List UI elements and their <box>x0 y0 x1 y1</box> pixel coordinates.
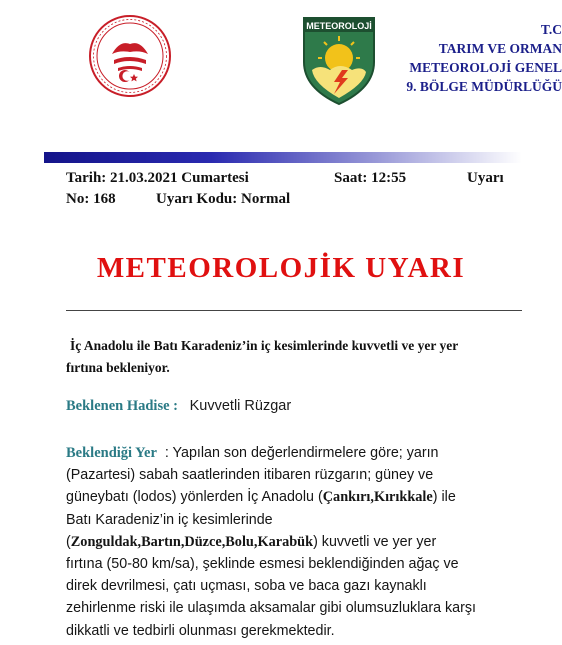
expected-place-label: Beklendiği Yer <box>66 445 157 461</box>
place-line-4: Batı Karadeniz’in iç kesimlerinde <box>66 511 273 528</box>
place-line-5-a: ( <box>66 533 71 550</box>
expected-event-value: Kuvvetli Rüzgar <box>189 398 292 414</box>
expected-event-label: Beklenen Hadise : <box>66 398 178 414</box>
place-line-5-c: ) kuvvetli ve yer yer <box>313 533 437 550</box>
warning-summary <box>66 335 536 379</box>
place-line-3-bold: Çankırı,Kırıkkale <box>322 489 433 506</box>
meteorology-badge-logo <box>300 14 378 106</box>
warning-code: Uyarı Kodu: Normal <box>156 191 291 207</box>
warning-date: Tarih: 21.03.2021 Cumartesi <box>66 170 249 186</box>
ministry-seal-logo <box>88 14 172 98</box>
org-line-3: METEOROLOJİ GENEL <box>409 60 562 75</box>
place-line-1 <box>66 442 546 464</box>
summary-line-1: İç Anadolu ile Batı Karadeniz’in iç kesimlerinde kuvvetli ve yer yer <box>70 338 459 353</box>
place-line-5-bold: Zonguldak,Bartın,Düzce,Bolu,Karabük <box>70 533 314 550</box>
org-line-1: T.C <box>540 22 562 37</box>
summary-line-2: fırtına bekleniyor. <box>66 360 170 375</box>
org-line-4: 9. BÖLGE MÜDÜRLÜĞÜ <box>406 79 562 94</box>
place-line-3-a: güneybatı (lodos) yönlerden İç Anadolu ( <box>66 489 323 506</box>
expected-place-paragraph <box>66 442 546 642</box>
expected-event <box>66 398 291 415</box>
warning-word: Uyarı <box>467 170 504 186</box>
warning-time: Saat: 12:55 <box>334 170 407 186</box>
title-divider <box>66 310 522 311</box>
warning-number: No: 168 <box>66 191 116 207</box>
place-line-3 <box>66 486 546 508</box>
svg-text:METEOROLOJİ: METEOROLOJİ <box>306 21 372 31</box>
place-line-5 <box>66 531 546 553</box>
place-line-8: zehirlenme riski ile ulaşımda aksamalar gibi olumsuzluklara karşı <box>66 600 476 617</box>
org-line-2: TARIM VE ORMAN <box>438 41 562 56</box>
document-title: METEOROLOJİK UYARI <box>96 252 466 284</box>
place-line-6: fırtına (50-80 km/sa), şeklinde esmesi beklendiğinden ağaç ve <box>66 556 459 573</box>
place-line-9: dikkatli ve tedbirli olunması gerekmektedir. <box>66 622 335 639</box>
place-line-1-text: : Yapılan son değerlendirmelere göre; yarın <box>156 445 439 461</box>
place-line-2: (Pazartesi) sabah saatlerinden itibaren rüzgarın; güney ve <box>66 467 434 484</box>
organization-header <box>380 20 562 96</box>
place-line-3-c: ) ile <box>432 489 456 506</box>
place-line-7: direk devrilmesi, çatı uçması, soba ve baca gazı kaynaklı <box>66 578 427 595</box>
header-divider-bar <box>44 152 522 163</box>
